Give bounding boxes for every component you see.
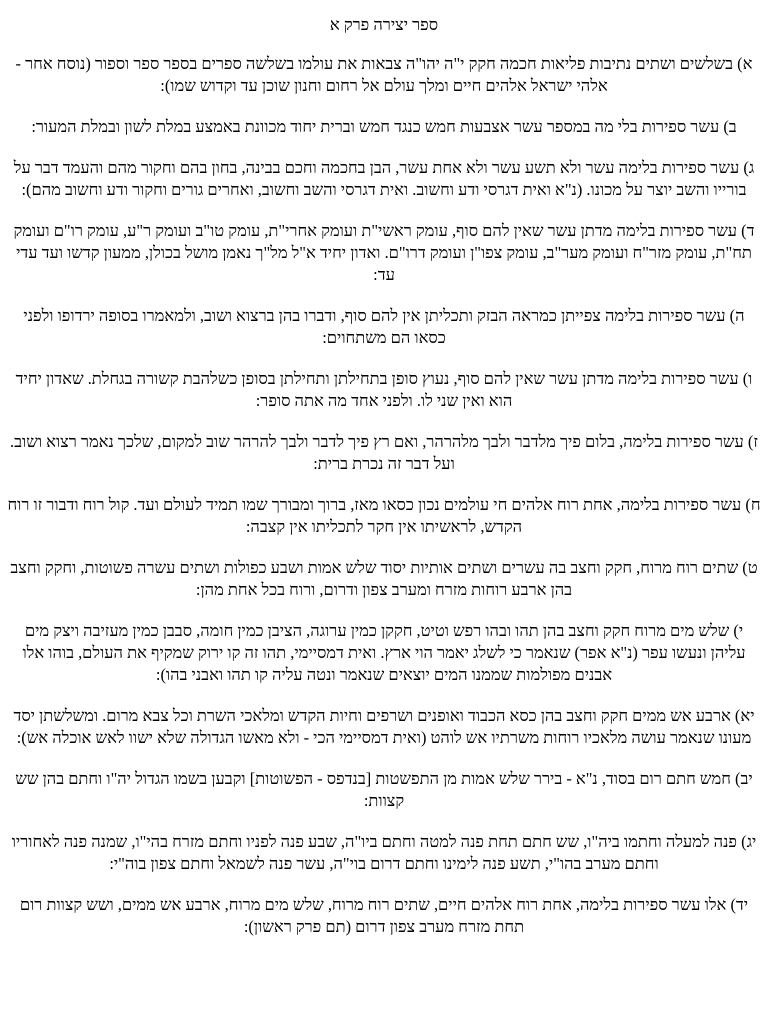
paragraph-5: ה) עשר ספירות בלימה צפייתן כמראה הבזק ותכליתן אין להם סוף, ודברו בהן ברצוא ושוב, ולמאמרו בסופה ירדופו ולפני כסאו הם משתחוים: (23, 306, 745, 347)
paragraph-13: יג) פנה למעלה וחתמו ביה"ו, שש חתם תחת פנה למטה וחתם ביו"ה, שבע פנה לפניו וחתם מזרח בהי"ו, שמנה פנה לאחוריו וחתם מערב בהו"י, תשע פנה לימינו וחתם דרום בוי"ה, עשר פנה לשמאל וחתם צפון בוה"י: (11, 832, 757, 873)
paragraph-7: ז) עשר ספירות בלימה, בלום פיך מלדבר ולבך מלהרהר, ואם רץ פיך לדבר ולבך להרהר שוב למקום, שלכך נאמר רצוא ושוב. ועל דבר זה נכרת ברית: (10, 432, 758, 473)
paragraph-11: יא) ארבע אש ממים חקק וחצב בהן כסא הכבוד ואופנים ושרפים וחיות הקדש ומלאכי השרת וכל צבא מרום. ומשלשתן יסד מעונו שנאמר עושה מלאכיו רוחות משרתיו אש לוהט (ואית דמסיימי הכי - ולא מאשו הגדולה שלא ישוו לאש אוכלה אש): (13, 706, 755, 747)
paragraph-12: יב) חמש חתם רום בסוד, נ"א - בירר שלש אמות מן התפשטות [בנדפס - הפשוטות] וקבען בשמו הגדול יה"ו וחתם בהן שש קצוות: (15, 769, 753, 810)
paragraph-8: ח) עשר ספירות בלימה, אחת רוח אלהים חי עולמים נכון כסאו מאז, ברוך ומבורך שמו תמיד לעולם ועד. קול רוח ודבור זו רוח הקדש, לראשיתו אין חקר לתכליתו אין קצבה: (7, 495, 761, 536)
document-page (6, 0, 762, 938)
paragraph-2: ב) עשר ספירות בלי מה במספר עשר אצבעות חמש כנגד חמש וברית יחוד מכוונת באמצע במלת לשון ובמלת המעור: (31, 117, 737, 136)
paragraph-14: יד) אלו עשר ספירות בלימה, אחת רוח אלהים חיים, שתים רוח מרוח, שלש מים מרוח, ארבע אש ממים, ושש קצוות רום תחת מזרח מערב צפון דרום (תם פרק ראשון): (19, 895, 749, 936)
paragraph-6: ו) עשר ספירות בלימה מדתן עשר שאין להם סוף, נעוץ סופן בתחילתן ותחילתן בסופן כשלהבת קשורה בגחלת. שאדון יחיד הוא ואין שני לו. ולפני אחד מה אתה סופר: (15, 369, 753, 410)
page-title: ספר יצירה פרק א (329, 15, 439, 34)
paragraph-4: ד) עשר ספירות בלימה מדתן עשר שאין להם סוף, עומק ראשי"ת ועומק אחרי"ת, עומק טו"ב ועומק ר"ע, עומק רו"ם ועומק תח"ת, עומק מזר"ח ועומק מער"ב, עומק צפו"ן ועומק דרו"ם. ואדון יחיד א"ל מל"ך נאמן מושל בכולן, ממעון קדשו ועד עדי עד: (13, 221, 755, 284)
paragraph-10: י) שלש מים מרוח חקק וחצב בהן תהו ובהו רפש וטיט, חקקן כמין ערוגה, הציבן כמין חומה, סבבן כמין מעזיבה ויצק מים עליהן ונעשו עפר (נ"א אפר) שנאמר כי לשלג יאמר הוי ארץ. ואית דמסיימי, תהו זה קו ירוק שמקיף את העולם, בוהו אלו אבנים מפולמות שממנו המים יוצאים שנאמר ונטה עליה קו תהו ואבני בהו): (22, 621, 746, 684)
paragraph-9: ט) שתים רוח מרוח, חקק וחצב בה עשרים ושתים אותיות יסוד שלש אמות ושבע כפולות ושתים עשרה פשוטות, וחקק וחצב בהן ארבע רוחות מזרח ומערב צפון ודרום, ורוח בכל אחת מהן: (10, 558, 758, 599)
paragraph-3: ג) עשר ספירות בלימה עשר ולא תשע עשר ולא אחת עשר, הבן בחכמה וחכם בבינה, בחון בהם וחקור מהם והעמד דבר על בורייו והשב יוצר על מכונו. (נ"א ואית דגרסי ודע וחשוב. ואית דגרסי והשב וחשוב, ואחרים גורים וחקור ודע וחשוב מהם): (13, 158, 755, 199)
paragraph-1: א) בשלשים ושתים נתיבות פליאות חכמה חקק י"ה יהו"ה צבאות את עולמו בשלשה ספרים בספר ספר וספור (נוסח אחר - אלהי ישראל אלהים חיים ומלך עולם אל רחום וחנון שוכן עד וקדוש שמו): (15, 54, 753, 95)
